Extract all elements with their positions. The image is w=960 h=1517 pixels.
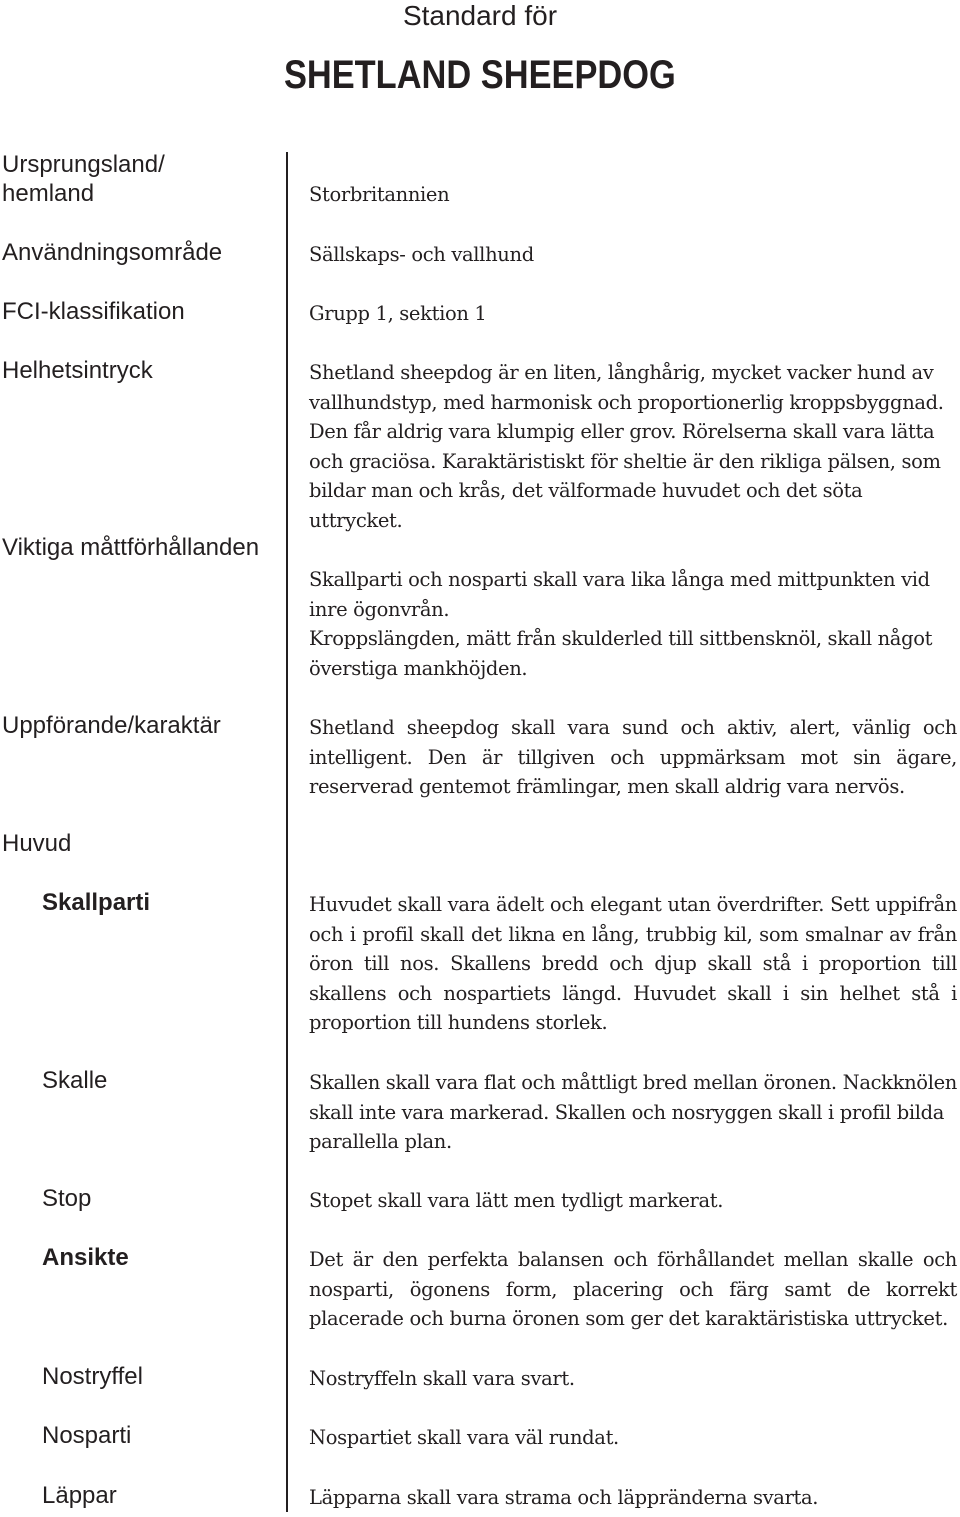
section-text: Nospartiet skall vara väl rundat. — [309, 1426, 619, 1449]
section-text: Nostryffeln skall vara svart. — [309, 1367, 575, 1390]
section-label: Läppar — [42, 1482, 117, 1509]
document-title: SHETLAND SHEEPDOG — [283, 53, 676, 97]
section-text: Det är den perfekta balansen och förhållandet mellan skalle och nosparti, ögonens form, placering och färg samt de korrekt placerade och burna öronen som ger det karaktäristiska uttrycket. — [309, 1248, 957, 1330]
section-text: Grupp 1, sektion 1 — [309, 302, 487, 325]
section-label: Användningsområde — [2, 239, 223, 266]
section-text: Sällskaps- och vallhund — [309, 243, 534, 266]
section-text: Skallen skall vara flat och måttligt bred mellan öronen. Nackknölen skall inte vara markerad. Skallen och nosryggen skall i profil bilda parallella plan. — [309, 1071, 957, 1153]
column-divider — [286, 152, 288, 1512]
section-text: Shetland sheepdog skall vara sund och aktiv, alert, vänlig och intelligent. Den är tillgiven och uppmärksam mot sin ägare, reserverad gentemot främlingar, men skall aldrig vara nervös. — [309, 716, 957, 798]
section-label: FCI-klassifikation — [2, 298, 185, 325]
document-subtitle: Standard för — [402, 0, 558, 31]
section-text: Skallparti och nosparti skall vara lika långa med mittpunkten vid inre ögonvrån. — [309, 568, 930, 621]
section-text: Shetland sheepdog är en liten, långhårig, mycket vacker hund av vallhundstyp, med harmonisk och proportionerlig kroppsbyggnad. Den får aldrig vara klumpig eller grov. Rörelserna skall vara lätta och graciösa. Karaktäristiskt för sheltie är den rikliga pälsen, som bildar man och krås, det välformade huvudet och det söta uttrycket. — [309, 361, 944, 532]
section-text: Storbritannien — [309, 183, 450, 206]
section-text: Läpparna skall vara strama och läppränderna svarta. — [309, 1486, 819, 1509]
section-label: Helhetsintryck — [2, 357, 153, 384]
section-label: Nosparti — [42, 1422, 132, 1449]
section-label: Ansikte — [42, 1244, 129, 1271]
section-label: Nostryffel — [42, 1363, 143, 1390]
section-text-block — [309, 565, 957, 683]
section-text-2: Kroppslängden, mätt från skulderled till sittbensknöl, skall något överstiga mankhöjden. — [309, 627, 933, 680]
section-label: Skalle — [42, 1067, 108, 1094]
section-label: Uppförande/karaktär — [2, 712, 221, 739]
section-label: Viktiga måttförhållanden — [2, 534, 260, 561]
section-label: Huvud — [2, 830, 72, 857]
section-label: Skallparti — [42, 889, 151, 916]
section-text: Stopet skall vara lätt men tydligt markerat. — [309, 1189, 724, 1212]
section-label: Stop — [42, 1185, 92, 1212]
section-label: Ursprungsland/ hemland — [2, 151, 165, 207]
section-text: Huvudet skall vara ädelt och elegant utan överdrifter. Sett uppifrån och i profil skall det likna en lång, trubbig kil, som smalnar av från öron till nos. Skallens bredd och djup skall stå i proportion till skallens och nospartiets längd. Huvudet skall i sin helhet stå i proportion till hundens storlek. — [309, 893, 957, 1034]
